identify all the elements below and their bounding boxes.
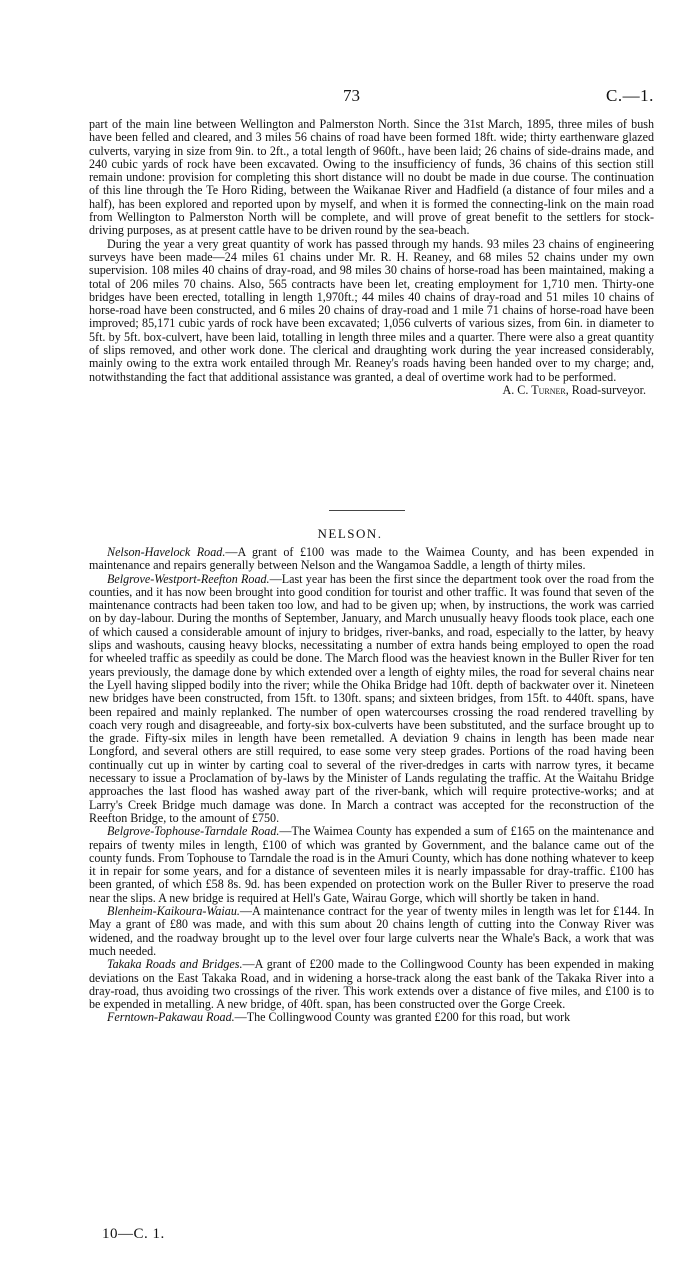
page-number: 73 [343,86,360,105]
entry-heading: Ferntown-Pakawau Road. [107,1010,235,1025]
intro-paragraph-1: part of the main line between Wellington and Palmerston North. Since the 31st March, 1895, three miles of bush have been felled and cleared, and 3 miles 56 chains of road have been formed 18ft. wide; thirty earthenware glazed culverts, varying in size from 9in. to 2ft., a total length of 960ft., have been laid; 26 chains of side-drains made, and 240 cubic yards of rock have been excavated. Owing to the insufficiency of funds, 36 chains of this section still remain undone: provision for completing this short distance will no doubt be made in due course. The continuation of this line through the Te Horo Riding, between the Waikanae River and Hadfield (a distance of four miles and a half), has been explored and reported upon by myself, and when it is formed the connecting-link on the main road from Wellington to Palmerston North will be complete, and will prove of great benefit to the settlers for stock-driving purposes, as at present cattle have to be driven round by the sea-beach. [89,117,654,238]
intro-text-block [89,118,654,397]
entry-body: —A grant of £100 was made to the Waimea County, and has been expended in maintenance and repairs generally between Nelson and the Wangamoa Saddle, a length of thirty miles. [89,545,654,573]
entry-body: —A maintenance contract for the year of twenty miles in length was let for £144. In May a grant of £80 was made, and with this sum about 20 chains length of cutting into the Conway River was widened, and the roadway brought up to the level over four large culverts near the Whale's Back, a work that was much needed. [89,904,654,958]
entry-paragraph [89,825,654,905]
entry-heading: Belgrove-Westport-Reefton Road. [107,571,270,586]
entry-body: —The Collingwood County was granted £200 for this road, but work [234,1010,571,1025]
signature-name: A. C. Turner, [502,382,569,397]
entry-paragraph [89,1011,654,1024]
entry-heading: Blenheim-Kaikoura-Waiau. [107,904,240,919]
entry-heading: Nelson-Havelock Road. [107,545,226,559]
entry-paragraph [89,905,654,958]
entry-paragraph [89,546,654,573]
entry-heading: Takaka Roads and Bridges. [107,957,243,972]
intro-paragraph-2: During the year a very great quantity of work has passed through my hands. 93 miles 23 chains of engineering surveys have been made—24 miles 61 chains under Mr. R. H. Reaney, and 68 miles 52 chains under my own supervision. 108 miles 40 chains of dray-road, and 98 miles 30 chains of horse-road has been maintained, making a total of 206 miles 70 chains. Also, 565 contracts have been let, creating employment for 1,710 men. Thirty-one bridges have been erected, totalling in length 1,970ft.; 44 miles 40 chains of dray-road and 51 miles 10 chains of horse-road have been constructed, and 6 miles 20 chains of dray-road and 1 mile 71 chains of horse-road have been improved; 85,171 cubic yards of rock have been excavated; 1,056 culverts of various sizes, from 6in. in diameter to 5ft. by 5ft. box-culvert, have been laid, totalling in length three miles and a quarter. There were also a great quantity of slips removed, and other work done. The clerical and draughting work during the year increased considerably, mainly owing to the extra work entailed through Mr. Reaney's roads having been handed over to my charge; and, notwithstanding the fact that additional assistance was granted, a deal of overtime work had to be performed. [89,236,654,384]
signature-line [89,384,654,397]
section-text-block [89,546,654,1025]
entry-paragraph [89,958,654,1011]
entry-body: —Last year has been the first since the department took over the road from the counties, and it has now been brought into good condition for tourist and other traffic. It was found that seven of the maintenance contracts had been taken too low, and had to be given up; when, by instructions, the work was carried on by day-labour. During the months of September, January, and March unusually heavy floods took place, each one of which caused a considerable amount of injury to bridges, river-banks, and road, especially to the latter, by heavy slips and washouts, causing heavy blocks, necessitating a number of extra hands being employed to open the road for wheeled traffic as speedily as could be done. The March flood was the heaviest known in the Buller River for ten years previously, the damage done by which extended over a length of eighty miles, the road for several chains near the Lyell having slipped bodily into the river; while the Ohika Bridge had 10ft. depth of backwater over it. Nineteen new bridges have been constructed, from 15ft. to 130ft. spans; and sixteen bridges, from 15ft. to 440ft. spans, have been repaired and mainly replanked. The number of open watercourses crossing the road rendered travelling by coach very rough and disagreeable, and forty-six box-culverts have been substituted, and the surface brought up to the grade. Fifty-six miles in length have been remetalled. A deviation 9 chains in length has been made near Longford, and several others are still required, to ease some very steep grades. Portions of the road having been continually cut up in winter by carting coal to several of the river-dredges in carts with narrow tyres, it became necessary to issue a Proclamation of by-laws by the Minister of Lands regulating the traffic. At the Waitahu Bridge approaches the last flood has washed away part of the river-bank, which will require protective-works; and at Larry's Creek Bridge much damage was done. In March a contract was accepted for the reconstruction of the Reefton Bridge, to the amount of £750. [89,571,654,825]
section-title: NELSON. [317,526,383,541]
report-reference: C.—1. [606,86,654,105]
entry-body: —A grant of £200 made to the Collingwood County has been expended in making deviations on the East Takaka Road, and in widening a horse-track along the east bank of the Takaka River into a dray-road, thus avoiding two crossings of the river. This work extends over a distance of five miles, and £100 is to be expended in metalling. A new bridge, of 40ft. span, has been constructed over the Gorge Creek. [89,957,654,1012]
entry-heading: Belgrove-Tophouse-Tarndale Road. [107,824,280,839]
section-divider [329,510,405,511]
printer-signature-mark: 10—C. 1. [102,1226,165,1242]
signature-title: Road-surveyor. [571,382,646,397]
entry-body: —The Waimea County has expended a sum of £165 on the maintenance and repairs of twenty miles in length, £100 of which was granted by Government, and the balance came out of the county funds. From Tophouse to Tarndale the road is in the Amuri County, which has done nothing whatever to keep it in repair for some years, and for a distance of seventeen miles it is nearly impassable for dray-traffic. £100 has been granted, of which £58 8s. 9d. has been expended on protection work on the Buller River to preserve the road near the slips. A new bridge is required at Hell's Gate, Wairau Gorge, which will shortly be taken in hand. [89,824,654,905]
entry-paragraph [89,573,654,826]
